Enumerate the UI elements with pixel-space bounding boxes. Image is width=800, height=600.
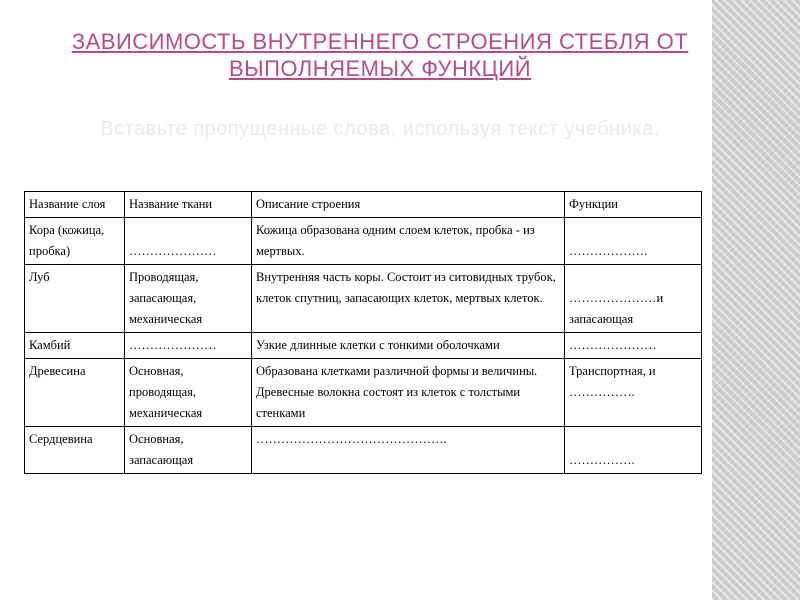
table-row: [25, 218, 702, 265]
header-functions: Функции: [565, 192, 702, 218]
cell-function-blank: …………………и запасающая: [565, 265, 702, 333]
cell-function-blank: ……………….: [565, 218, 702, 265]
decorative-side-strip: [712, 0, 800, 600]
cell-layer: Камбий: [25, 333, 125, 359]
cell-tissue: Основная, проводящая, механическая: [125, 359, 252, 427]
cell-description: Узкие длинные клетки с тонкими оболочками: [252, 333, 565, 359]
cell-layer: Сердцевина: [25, 427, 125, 474]
cell-tissue-blank: …………………: [125, 333, 252, 359]
header-layer-name: Название слоя: [25, 192, 125, 218]
slide-title: ЗАВИСИМОСТЬ ВНУТРЕННЕГО СТРОЕНИЯ СТЕБЛЯ ОТ ВЫПОЛНЯЕМЫХ ФУНКЦИЙ: [71, 29, 689, 81]
table-header-row: [25, 192, 702, 218]
cell-layer: Древесина: [25, 359, 125, 427]
cell-layer: Луб: [25, 265, 125, 333]
header-structure-description: Описание строения: [252, 192, 565, 218]
cell-description: Кожица образована одним слоем клеток, пробка - из мертвых.: [252, 218, 565, 265]
table-row: [25, 359, 702, 427]
slide-subtitle: Вставьте пропущенные слова, используя текст учебника.: [100, 118, 660, 140]
cell-function-blank: …………………: [565, 333, 702, 359]
table-row: [25, 333, 702, 359]
cell-tissue-blank: …………………: [125, 218, 252, 265]
cell-layer: Кора (кожица, пробка): [25, 218, 125, 265]
cell-description-blank: ……………………………………….: [252, 427, 565, 474]
header-tissue-name: Название ткани: [125, 192, 252, 218]
cell-description: Образована клетками различной формы и величины. Древесные волокна состоят из клеток с толстыми стенками: [252, 359, 565, 427]
cell-function: Транспортная, и …………….: [565, 359, 702, 427]
table-row: [25, 427, 702, 474]
tissue-table: [24, 191, 702, 474]
cell-tissue: Основная, запасающая: [125, 427, 252, 474]
table-row: [25, 265, 702, 333]
cell-function-blank: …………….: [565, 427, 702, 474]
cell-description: Внутренняя часть коры. Состоит из ситовидных трубок, клеток спутниц, запасающих клеток, мертвых клеток.: [252, 265, 565, 333]
cell-tissue: Проводящая, запасающая, механическая: [125, 265, 252, 333]
